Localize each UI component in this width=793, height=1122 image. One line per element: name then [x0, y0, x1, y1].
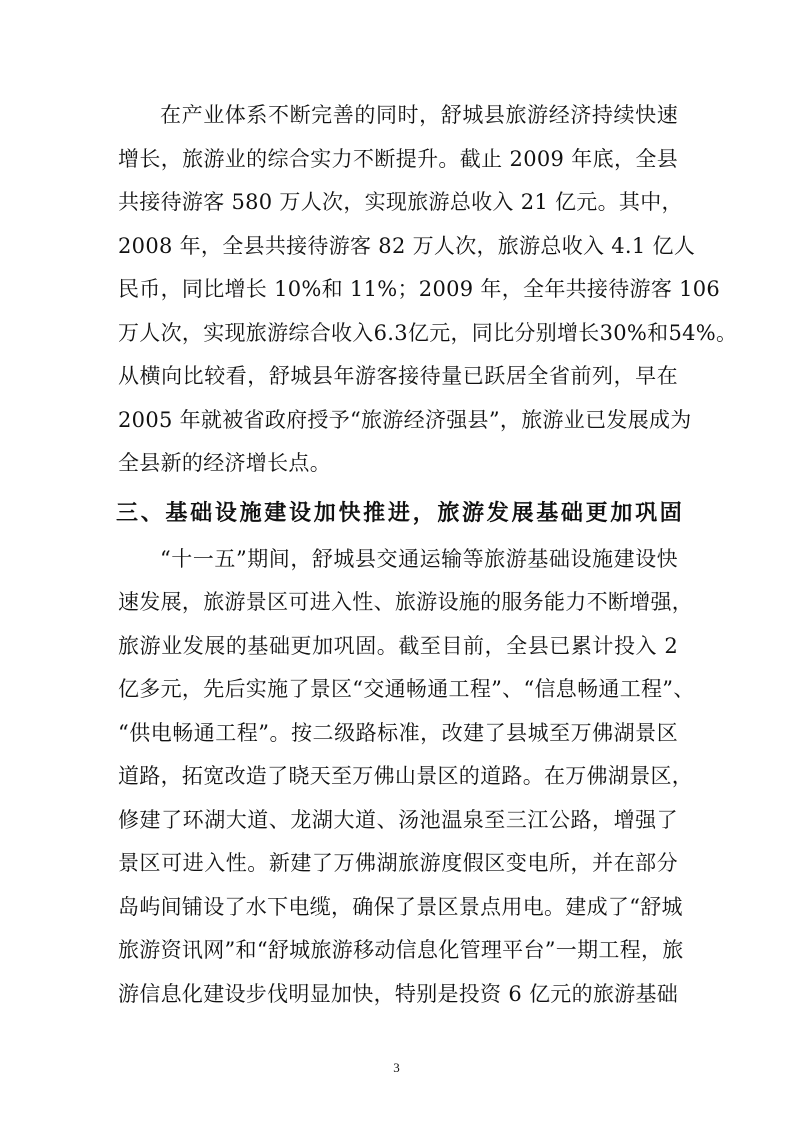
paragraph-2-line-8: 景区可进入性。新建了万佛湖旅游度假区变电所，并在部分: [118, 851, 678, 875]
paragraph-2-line-4: 亿多元，先后实施了景区“交通畅通工程”、“信息畅通工程”、: [118, 677, 695, 701]
paragraph-1-line-5: 民币，同比增长 10%和 11%；2009 年，全年共接待游客 106: [118, 277, 721, 301]
paragraph-2-line-2: 速发展，旅游景区可进入性、旅游设施的服务能力不断增强，: [118, 590, 694, 614]
paragraph-1-line-4: 2008 年，全县共接待游客 82 万人次，旅游总收入 4.1 亿人: [118, 233, 696, 258]
paragraph-2-line-6: 道路，拓宽改造了晓天至万佛山景区的道路。在万佛湖景区，: [118, 764, 694, 788]
paragraph-2-line-10: 旅游资讯网”和“舒城旅游移动信息化管理平台”一期工程，旅: [118, 938, 684, 962]
paragraph-1-line-6: 万人次，实现旅游综合收入6.3亿元，同比分别增长30%和54%。: [118, 320, 738, 345]
paragraph-2-line-5: “供电畅通工程”。按二级路标准，改建了县城至万佛湖景区: [118, 720, 678, 745]
paragraph-1-line-1: 在产业体系不断完善的同时，舒城县旅游经济持续快速: [160, 103, 678, 127]
paragraph-2-line-3: 旅游业发展的基础更加巩固。截至目前，全县已累计投入 2: [118, 633, 678, 658]
paragraph-2-line-7: 修建了环湖大道、龙湖大道、汤池温泉至三江公路，增强了: [118, 807, 678, 832]
paragraph-1-line-9: 全县新的经济增长点。: [118, 451, 331, 475]
paragraph-1-line-2: 增长，旅游业的综合实力不断提升。截止 2009 年底，全县: [118, 146, 678, 171]
paragraph-2-line-1: “十一五”期间，舒城县交通运输等旅游基础设施建设快: [160, 546, 678, 571]
page-number: 3: [393, 1060, 400, 1075]
paragraph-2-line-9: 岛屿间铺设了水下电缆，确保了景区景点用电。建成了“舒城: [118, 894, 683, 919]
paragraph-2-line-11: 游信息化建设步伐明显加快，特别是投资 6 亿元的旅游基础: [118, 981, 679, 1006]
paragraph-1-line-3: 共接待游客 580 万人次，实现旅游总收入 21 亿元。其中，: [118, 190, 683, 214]
paragraph-1-line-7: 从横向比较看，舒城县年游客接待量已跃居全省前列，早在: [118, 364, 678, 388]
paragraph-1-line-8: 2005 年就被省政府授予“旅游经济强县”，旅游业已发展成为: [118, 407, 692, 432]
section-heading: 三、基础设施建设加快推进，旅游发展基础更加巩固: [116, 500, 682, 526]
